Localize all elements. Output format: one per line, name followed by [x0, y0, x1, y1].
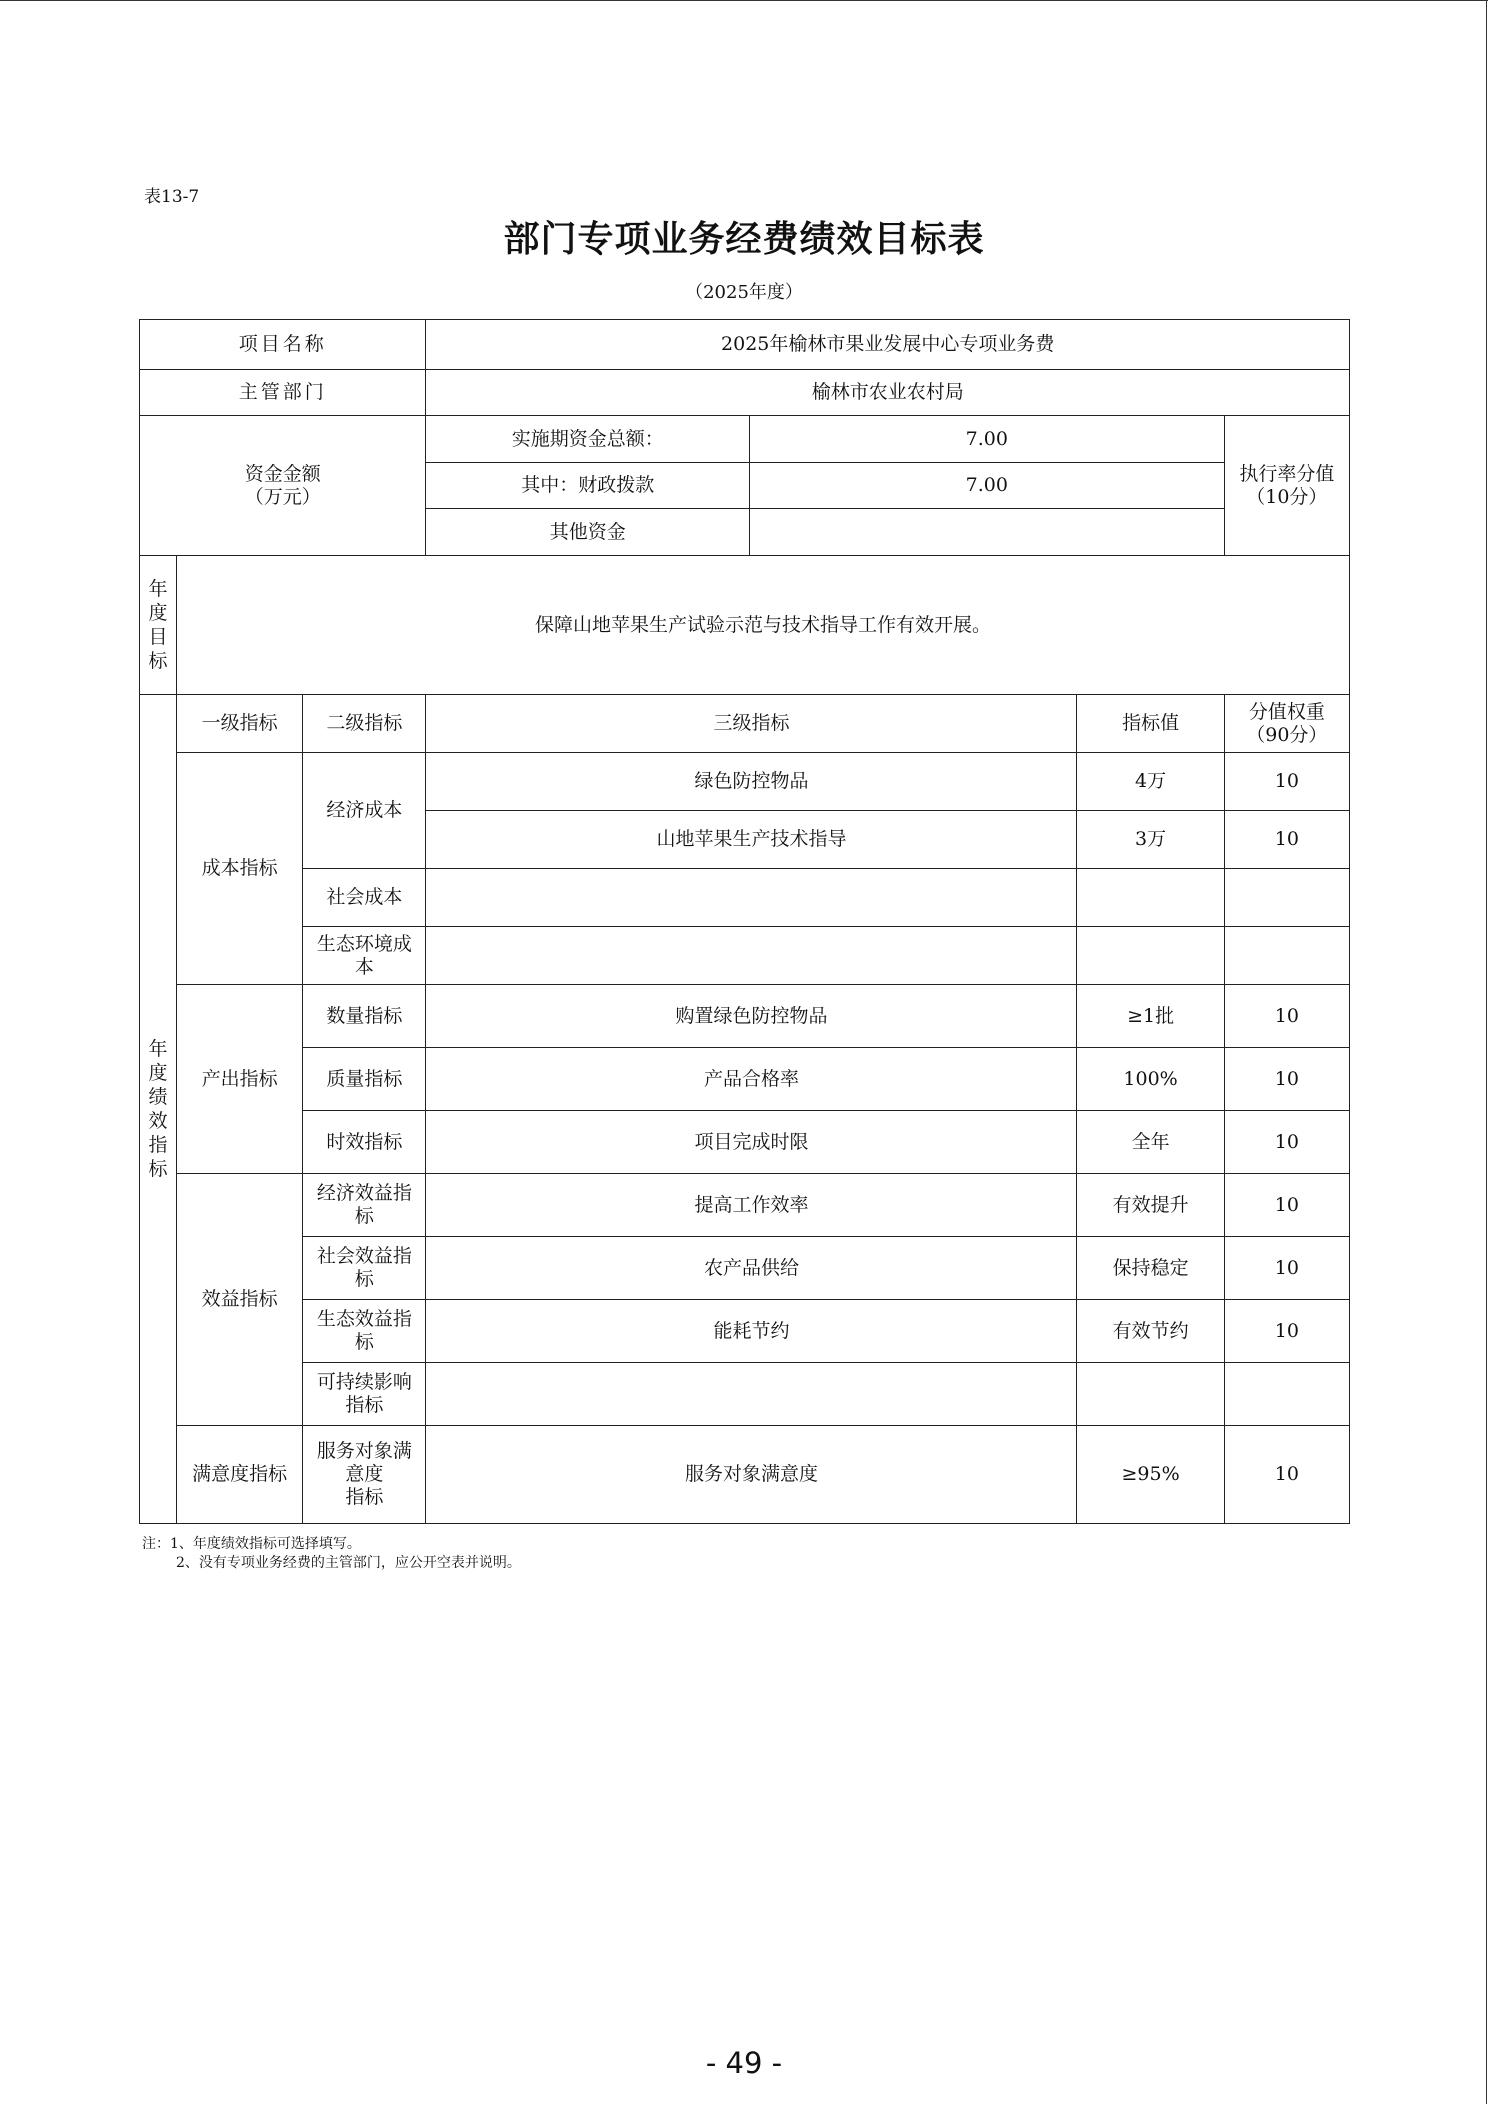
department-label: 主管部门: [140, 370, 426, 416]
benefit-l2: 生态效益指 标: [303, 1300, 426, 1363]
output-l2: 质量指标: [303, 1048, 426, 1111]
benefit-value: 有效提升: [1077, 1174, 1224, 1237]
benefit-weight: 10: [1224, 1174, 1349, 1237]
table-row: [140, 1363, 1350, 1426]
funds-other-label: 其他资金: [426, 509, 750, 556]
header-level2: 二级指标: [303, 695, 426, 753]
funds-fiscal-value: 7.00: [749, 463, 1224, 509]
department-value: 榆林市农业农村局: [426, 370, 1350, 416]
table-number: 表13-7: [144, 187, 200, 207]
header-level1: 一级指标: [177, 695, 303, 753]
table-row: [140, 869, 1350, 927]
output-weight: 10: [1224, 1111, 1349, 1174]
benefit-weight: 10: [1224, 1237, 1349, 1300]
table-row: [140, 1174, 1350, 1237]
satisfaction-indicator-label: 满意度指标: [177, 1426, 303, 1524]
benefit-value: [1077, 1363, 1224, 1426]
page-border-right: [1486, 0, 1487, 2104]
cost-value: 3万: [1077, 811, 1224, 869]
funds-total-label: 实施期资金总额：: [426, 416, 750, 463]
table-row: [140, 753, 1350, 811]
benefit-weight: [1224, 1363, 1349, 1426]
table-row: [140, 1111, 1350, 1174]
benefit-l3: [426, 1363, 1077, 1426]
eco-env-cost-label: 生态环境成 本: [303, 927, 426, 985]
empty-cell: [1224, 927, 1349, 985]
output-l2: 时效指标: [303, 1111, 426, 1174]
funds-label: 资金金额 （万元）: [140, 416, 426, 556]
benefit-l3: 能耗节约: [426, 1300, 1077, 1363]
indicator-header-row: [140, 695, 1350, 753]
performance-target-table: [139, 319, 1350, 1524]
empty-cell: [426, 869, 1077, 927]
benefit-indicator-label: 效益指标: [177, 1174, 303, 1426]
output-indicator-label: 产出指标: [177, 985, 303, 1174]
cost-indicator-label: 成本指标: [177, 753, 303, 985]
output-l3: 项目完成时限: [426, 1111, 1077, 1174]
output-l2: 数量指标: [303, 985, 426, 1048]
footnote-1: 注：1、年度绩效指标可选择填写。: [142, 1536, 361, 1552]
benefit-value: 有效节约: [1077, 1300, 1224, 1363]
empty-cell: [426, 927, 1077, 985]
output-l3: 购置绿色防控物品: [426, 985, 1077, 1048]
table-row: [140, 1048, 1350, 1111]
benefit-value: 保持稳定: [1077, 1237, 1224, 1300]
economic-cost-label: 经济成本: [303, 753, 426, 869]
output-value: 全年: [1077, 1111, 1224, 1174]
empty-cell: [1224, 869, 1349, 927]
annual-goal-text: 保障山地苹果生产试验示范与技术指导工作有效开展。: [177, 556, 1350, 695]
social-cost-label: 社会成本: [303, 869, 426, 927]
output-weight: 10: [1224, 985, 1349, 1048]
project-name-label: 项目名称: [140, 320, 426, 370]
footnote-2: 2、没有专项业务经费的主管部门，应公开空表并说明。: [176, 1555, 521, 1571]
satisfaction-l2: 服务对象满 意度 指标: [303, 1426, 426, 1524]
project-name-row: [140, 320, 1350, 370]
footnotes: [142, 1535, 521, 1573]
cost-weight: 10: [1224, 811, 1349, 869]
output-value: ≥1批: [1077, 985, 1224, 1048]
benefit-weight: 10: [1224, 1300, 1349, 1363]
department-row: [140, 370, 1350, 416]
output-l3: 产品合格率: [426, 1048, 1077, 1111]
table-row: [140, 927, 1350, 985]
table-row: [140, 1237, 1350, 1300]
benefit-l2: 可持续影响 指标: [303, 1363, 426, 1426]
cost-weight: 10: [1224, 753, 1349, 811]
benefit-l3: 农产品供给: [426, 1237, 1077, 1300]
cost-value: 4万: [1077, 753, 1224, 811]
document-year: （2025年度）: [685, 282, 803, 303]
benefit-l2: 经济效益指 标: [303, 1174, 426, 1237]
execution-rate-score: 执行率分值 （10分）: [1224, 416, 1349, 556]
table-row: [140, 1426, 1350, 1524]
page-number: - 49 -: [705, 2046, 783, 2080]
benefit-l2: 社会效益指 标: [303, 1237, 426, 1300]
funds-total-value: 7.00: [749, 416, 1224, 463]
header-level3: 三级指标: [426, 695, 1077, 753]
page-border-top: [0, 0, 1488, 1]
funds-other-value: [749, 509, 1224, 556]
empty-cell: [1077, 927, 1224, 985]
output-weight: 10: [1224, 1048, 1349, 1111]
header-value: 指标值: [1077, 695, 1224, 753]
annual-goal-row: [140, 556, 1350, 695]
benefit-l3: 提高工作效率: [426, 1174, 1077, 1237]
header-weight: 分值权重 （90分）: [1224, 695, 1349, 753]
cost-l3: 山地苹果生产技术指导: [426, 811, 1077, 869]
empty-cell: [1077, 869, 1224, 927]
document-title: 部门专项业务经费绩效目标表: [503, 219, 985, 260]
output-value: 100%: [1077, 1048, 1224, 1111]
table-row: [140, 985, 1350, 1048]
annual-goal-label: 年度目标: [140, 556, 177, 695]
funds-fiscal-label: 其中：财政拨款: [426, 463, 750, 509]
indicator-side-label: 年度绩效指标: [140, 695, 177, 1524]
satisfaction-weight: 10: [1224, 1426, 1349, 1524]
table-row: [140, 1300, 1350, 1363]
funds-total-row: [140, 416, 1350, 463]
satisfaction-value: ≥95%: [1077, 1426, 1224, 1524]
cost-l3: 绿色防控物品: [426, 753, 1077, 811]
satisfaction-l3: 服务对象满意度: [426, 1426, 1077, 1524]
project-name-value: 2025年榆林市果业发展中心专项业务费: [426, 320, 1350, 370]
